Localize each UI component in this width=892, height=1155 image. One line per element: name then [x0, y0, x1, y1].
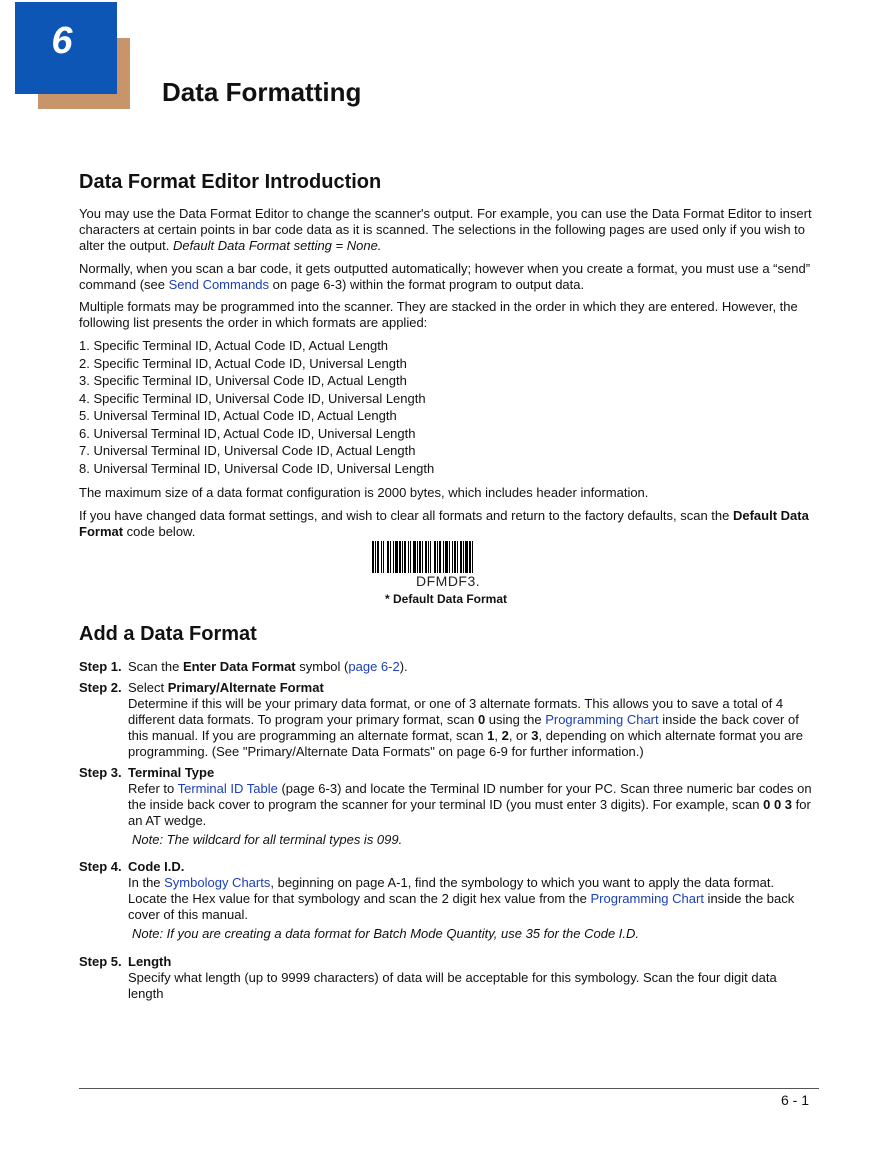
step-4 [79, 859, 812, 942]
step-text: , beginning on page A-1, find the symbology to which you want to apply the data format. Locate the Hex value for that symbology and scan the 2 digit hex value from the [128, 875, 775, 906]
intro-paragraph-3: Multiple formats may be programmed into the scanner. They are stacked in the order in which they are entered. However, the following list presents the order in which formats are applied: [79, 299, 798, 330]
footer-divider [79, 1088, 819, 1089]
code-id-note: Note: If you are creating a data format for Batch Mode Quantity, use 35 for the Code I.D. [132, 926, 640, 941]
barcode-bar [463, 541, 464, 573]
barcode-bar [390, 541, 391, 573]
programming-chart-link[interactable]: Programming Chart [545, 712, 659, 727]
terminal-note: Note: The wildcard for all terminal types is 099. [132, 832, 403, 847]
barcode-bar [393, 541, 394, 573]
barcode-bar [399, 541, 401, 573]
barcode-bar [377, 541, 379, 573]
step-text: Refer to [128, 781, 178, 796]
barcode-bar [437, 541, 438, 573]
step-text: Determine if this will be your primary data format, or one of 3 alternate formats. This allows you to save a total of 4 different data formats. To program your primary format, scan [128, 696, 784, 727]
step-text: Scan the [128, 659, 183, 674]
barcode-bar [452, 541, 453, 573]
barcode-bar [422, 541, 423, 573]
step-text: In the [128, 875, 165, 890]
terminal-id-table-link[interactable]: Terminal ID Table [177, 781, 278, 796]
step-text: Specify what length (up to 9999 characters) of data will be acceptable for this symbology. Scan the four digit data length [128, 970, 777, 1001]
step-number: Step 4. [79, 859, 122, 874]
step-number: Step 5. [79, 954, 122, 969]
default-data-format-barcode[interactable] [372, 540, 522, 589]
step-3 [79, 765, 812, 848]
default-setting-note: Default Data Format setting = None. [172, 238, 382, 253]
enter-data-format-label: Enter Data Format [182, 659, 296, 674]
barcode-image [372, 540, 522, 574]
barcode-bar [472, 541, 473, 573]
step-title: Primary/Alternate Format [167, 680, 324, 695]
barcode-bar [395, 541, 398, 573]
step-title: Length [128, 954, 172, 969]
key-2: 2 [501, 728, 509, 743]
barcode-bar [410, 541, 411, 573]
step-text: , depending on which alternate format you are programming. (See "Primary/Alternate Data Formats" on page 6-9 for further information.) [128, 728, 803, 759]
symbology-charts-link[interactable]: Symbology Charts [164, 875, 271, 890]
barcode-bar [372, 541, 374, 573]
list-item: 3. Specific Terminal ID, Universal Code ID, Actual Length [79, 373, 407, 388]
step-text: ). [399, 659, 408, 674]
list-item: 1. Specific Terminal ID, Actual Code ID, Actual Length [79, 338, 389, 353]
barcode-bar [443, 541, 444, 573]
intro-p5-text-a: If you have changed data format settings, and wish to clear all formats and return to the factory defaults, scan the [79, 508, 733, 523]
barcode-bar [445, 541, 448, 573]
barcode-bar [449, 541, 450, 573]
step-text: symbol ( [295, 659, 349, 674]
barcode-bar [430, 541, 431, 573]
intro-paragraph-1 [79, 206, 812, 254]
step-text: (page 6-3) and locate the Terminal ID number for your PC. Scan three numeric bar codes on the inside back cover to program the scanner for your terminal ID (you must enter 3 digits). For example, scan [128, 781, 812, 812]
intro-paragraph-2 [79, 261, 812, 293]
barcode-bar [419, 541, 421, 573]
step-1 [79, 659, 812, 675]
list-item: 6. Universal Terminal ID, Actual Code ID, Universal Length [79, 425, 416, 441]
programming-chart-link[interactable]: Programming Chart [590, 891, 704, 906]
step-text: inside the back cover of this manual. [128, 891, 795, 922]
barcode-bar [434, 541, 436, 573]
page-6-2-link[interactable]: page 6-2 [348, 659, 400, 674]
chapter-title: Data Formatting [162, 77, 362, 107]
barcode-bar [428, 541, 429, 573]
step-number: Step 3. [79, 765, 122, 780]
step-text: for an AT wedge. [128, 797, 811, 828]
barcode-bar [454, 541, 456, 573]
step-number: Step 1. [79, 659, 122, 674]
barcode-bar [408, 541, 409, 573]
barcode-bar [404, 541, 406, 573]
format-order-list [79, 337, 812, 477]
step-title: Code I.D. [128, 859, 185, 874]
key-1: 1 [487, 728, 495, 743]
step-text: using the [485, 712, 546, 727]
barcode-caption: * Default Data Format [384, 592, 508, 606]
list-item: 5. Universal Terminal ID, Actual Code ID, Actual Length [79, 408, 397, 423]
intro-p1-text: You may use the Data Format Editor to change the scanner's output. For example, you can use the Data Format Editor to insert characters at certain points in bar code data as it is scanned. The selections in the following pages are used only if you wish to alter the output. [79, 206, 812, 253]
barcode-bar [417, 541, 418, 573]
add-format-heading: Add a Data Format [79, 623, 257, 645]
intro-paragraph-5 [79, 508, 812, 540]
default-data-format-label: Default Data Format [79, 508, 809, 539]
step-text: , [494, 728, 502, 743]
intro-p2-text-a: Normally, when you scan a bar code, it gets outputted automatically; however when you create a format, you must use a “send” command (see [79, 261, 811, 292]
barcode-bar [387, 541, 389, 573]
step-text: inside the back cover of this manual. If you are programming an alternate format, scan [128, 712, 799, 743]
example-code: 0 0 3 [763, 797, 793, 812]
barcode-bar [465, 541, 468, 573]
list-item: 7. Universal Terminal ID, Universal Code ID, Actual Length [79, 443, 416, 458]
intro-p5-text-b: code below. [123, 524, 196, 539]
barcode-bar [425, 541, 427, 573]
barcode-bar [383, 541, 384, 573]
barcode-bar [457, 541, 458, 573]
barcode-bar [460, 541, 462, 573]
chapter-tab [15, 2, 117, 94]
intro-paragraph-4: The maximum size of a data format configuration is 2000 bytes, which includes header information. [79, 485, 649, 500]
list-item: 2. Specific Terminal ID, Actual Code ID, Universal Length [79, 355, 407, 371]
step-2 [79, 680, 812, 760]
intro-heading: Data Format Editor Introduction [79, 171, 382, 193]
page-number: 6 - 1 [780, 1092, 809, 1108]
barcode-bar [469, 541, 471, 573]
step-title: Terminal Type [128, 765, 215, 780]
barcode-bar [439, 541, 441, 573]
send-commands-link[interactable]: Send Commands [168, 277, 270, 292]
step-5 [79, 954, 812, 1002]
chapter-number: 6 [51, 20, 73, 62]
barcode-bar [381, 541, 382, 573]
intro-p2-text-b: on page 6-3) within the format program to output data. [269, 277, 585, 292]
list-item: 4. Specific Terminal ID, Universal Code ID, Universal Length [79, 390, 426, 406]
barcode-bar [413, 541, 416, 573]
step-text: Select [128, 680, 168, 695]
key-0: 0 [477, 712, 486, 727]
barcode-bar [375, 541, 376, 573]
barcode-code-text: DFMDF3. [416, 573, 481, 589]
list-item: 8. Universal Terminal ID, Universal Code ID, Universal Length [79, 460, 435, 476]
step-text: , or [508, 728, 532, 743]
step-number: Step 2. [79, 680, 122, 695]
key-3: 3 [531, 728, 539, 743]
barcode-bar [402, 541, 403, 573]
